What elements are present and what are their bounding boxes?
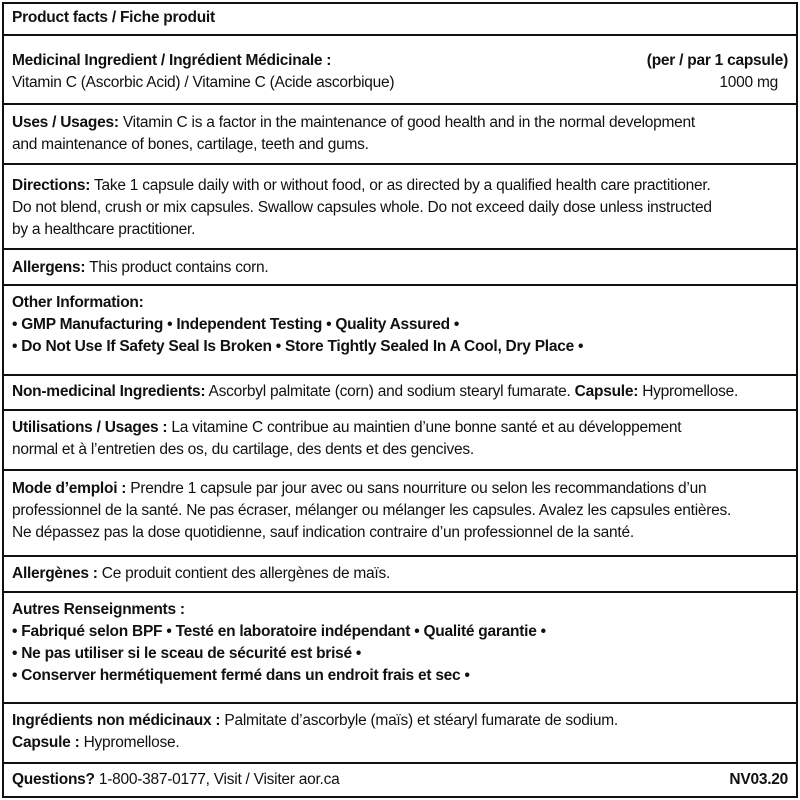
other-info-line-1: • GMP Manufacturing • Independent Testing • Quality Assured • bbox=[12, 316, 460, 333]
panel-title: Product facts / Fiche produit bbox=[12, 9, 215, 26]
autres-label: Autres Renseignments : bbox=[12, 601, 185, 618]
mode-emploi-text-2: professionnel de la santé. Ne pas écraser, mélanger ou mélanger les capsules. Avalez les capsules entières. bbox=[12, 502, 732, 519]
directions-label: Directions: bbox=[12, 177, 91, 194]
medicinal-ingredient-section bbox=[4, 36, 796, 105]
utilisations-section bbox=[4, 411, 796, 471]
uses-text-1: Vitamin C is a factor in the maintenance of good health and in the normal development bbox=[118, 114, 695, 131]
other-information-section bbox=[4, 286, 796, 376]
allergens-section bbox=[4, 250, 796, 286]
directions-text-3: by a healthcare practitioner. bbox=[12, 221, 196, 238]
capsule-label: Capsule: bbox=[574, 383, 639, 400]
non-medicinal-text: Ascorbyl palmitate (corn) and sodium stearyl fumarate. bbox=[205, 383, 575, 400]
mode-emploi-text-1: Prendre 1 capsule par jour avec ou sans nourriture ou selon les recommandations d’un bbox=[126, 480, 707, 497]
contact-info: 1-800-387-0177, Visit / Visiter aor.ca bbox=[94, 771, 340, 788]
mode-emploi-text-3: Ne dépassez pas la dose quotidienne, sauf indication contraire d’un professionnel de la santé. bbox=[12, 524, 634, 541]
autres-line-2: • Ne pas utiliser si le sceau de sécurité est brisé • bbox=[12, 645, 362, 662]
ingredient-name: Vitamin C (Ascorbic Acid) / Vitamine C (Acide ascorbique) bbox=[12, 74, 395, 91]
other-info-label: Other Information: bbox=[12, 294, 144, 311]
utilisations-text-1: La vitamine C contribue au maintien d’une bonne santé et au développement bbox=[167, 419, 682, 436]
uses-label: Uses / Usages: bbox=[12, 114, 119, 131]
non-medicinaux-label: Ingrédients non médicinaux : bbox=[12, 712, 221, 729]
directions-section bbox=[4, 165, 796, 250]
allergens-label: Allergens: bbox=[12, 259, 86, 276]
capsule-text: Hypromellose. bbox=[638, 383, 739, 400]
autres-line-3: • Conserver hermétiquement fermé dans un endroit frais et sec • bbox=[12, 667, 470, 684]
other-info-line-2: • Do Not Use If Safety Seal Is Broken • Store Tightly Sealed In A Cool, Dry Place • bbox=[12, 338, 584, 355]
capsule-fr-text: Hypromellose. bbox=[79, 734, 180, 751]
panel-header bbox=[4, 4, 796, 36]
uses-text-2: and maintenance of bones, cartilage, teeth and gums. bbox=[12, 136, 369, 153]
per-capsule-label: (per / par 1 capsule) bbox=[646, 52, 788, 69]
non-medicinal-label: Non-medicinal Ingredients: bbox=[12, 383, 206, 400]
medicinal-heading: Medicinal Ingredient / Ingrédient Médicinale : bbox=[12, 52, 332, 69]
allergenes-label: Allergènes : bbox=[12, 565, 98, 582]
product-facts-panel bbox=[2, 2, 798, 798]
non-medicinal-section bbox=[4, 376, 796, 411]
non-medicinaux-section bbox=[4, 704, 796, 764]
non-medicinaux-text: Palmitate d’ascorbyle (maïs) et stéaryl fumarate de sodium. bbox=[220, 712, 618, 729]
uses-section bbox=[4, 105, 796, 165]
autres-line-1: • Fabriqué selon BPF • Testé en laboratoire indépendant • Qualité garantie • bbox=[12, 623, 546, 640]
allergenes-section bbox=[4, 557, 796, 593]
questions-label: Questions? bbox=[12, 771, 95, 788]
mode-emploi-label: Mode d’emploi : bbox=[12, 480, 127, 497]
autres-renseignments-section bbox=[4, 593, 796, 704]
utilisations-text-2: normal et à l’entretien des os, du cartilage, des dents et des gencives. bbox=[12, 441, 474, 458]
allergens-text: This product contains corn. bbox=[85, 259, 269, 276]
directions-text-2: Do not blend, crush or mix capsules. Swallow capsules whole. Do not exceed daily dose unless instructed bbox=[12, 199, 712, 216]
utilisations-label: Utilisations / Usages : bbox=[12, 419, 168, 436]
capsule-fr-label: Capsule : bbox=[12, 734, 80, 751]
ingredient-amount: 1000 mg bbox=[719, 74, 778, 91]
directions-text-1: Take 1 capsule daily with or without food, or as directed by a qualified health care practitioner. bbox=[90, 177, 711, 194]
mode-emploi-section bbox=[4, 471, 796, 557]
label-code: NV03.20 bbox=[729, 771, 788, 788]
allergenes-text: Ce produit contient des allergènes de maïs. bbox=[97, 565, 391, 582]
footer bbox=[4, 764, 796, 798]
